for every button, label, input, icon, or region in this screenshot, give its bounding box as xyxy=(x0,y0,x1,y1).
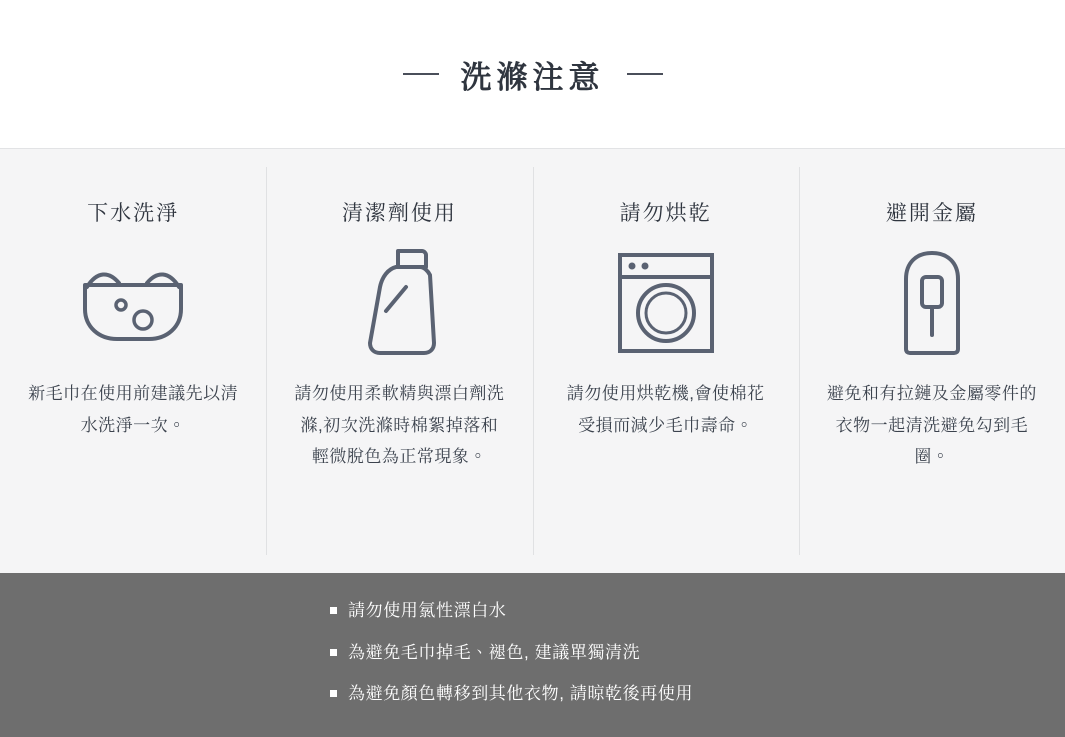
care-card-text: 請勿使用柔軟精與漂白劑洗滌,初次洗滌時棉絮掉落和輕微脫色為正常現象。 xyxy=(294,384,505,467)
tumble-dryer-icon xyxy=(559,244,773,362)
list-item xyxy=(330,682,800,707)
care-card-wash xyxy=(0,149,266,573)
square-bullet-icon xyxy=(330,649,337,656)
square-bullet-icon xyxy=(330,690,337,697)
care-card-detergent xyxy=(266,149,532,573)
list-item xyxy=(330,599,800,624)
wash-basin-icon xyxy=(26,244,240,362)
title-rule-left-icon xyxy=(403,73,439,75)
title-rule-right-icon xyxy=(627,73,663,75)
notes-list xyxy=(330,599,800,707)
care-card-no-dry xyxy=(533,149,799,573)
page-title: 洗滌注意 xyxy=(460,59,605,96)
care-card-title: 清潔劑使用 xyxy=(341,202,457,225)
square-bullet-icon xyxy=(330,607,337,614)
care-card-title: 請勿烘乾 xyxy=(619,202,712,225)
care-cards-row xyxy=(0,148,1065,573)
care-card-text: 請勿使用烘乾機,會使棉花受損而減少毛巾壽命。 xyxy=(566,384,765,435)
list-item xyxy=(330,641,800,666)
page-title-section xyxy=(0,0,1065,148)
note-text: 請勿使用氯性漂白水 xyxy=(348,601,507,620)
note-text: 為避免毛巾掉毛、褪色, 建議單獨清洗 xyxy=(348,642,641,662)
care-card-title: 避開金屬 xyxy=(885,202,978,225)
zipper-garment-icon xyxy=(825,244,1039,362)
care-card-avoid-metal xyxy=(799,149,1065,573)
care-card-text: 新毛巾在使用前建議先以清水洗淨一次。 xyxy=(28,384,239,435)
note-text: 為避免顏色轉移到其他衣物, 請晾乾後再使用 xyxy=(348,684,694,704)
care-card-title: 下水洗淨 xyxy=(87,202,180,225)
detergent-bottle-icon xyxy=(292,244,506,362)
footer-notes-section xyxy=(0,573,1065,737)
care-card-text: 避免和有拉鏈及金屬零件的衣物一起清洗避免勾到毛圈。 xyxy=(826,384,1037,467)
